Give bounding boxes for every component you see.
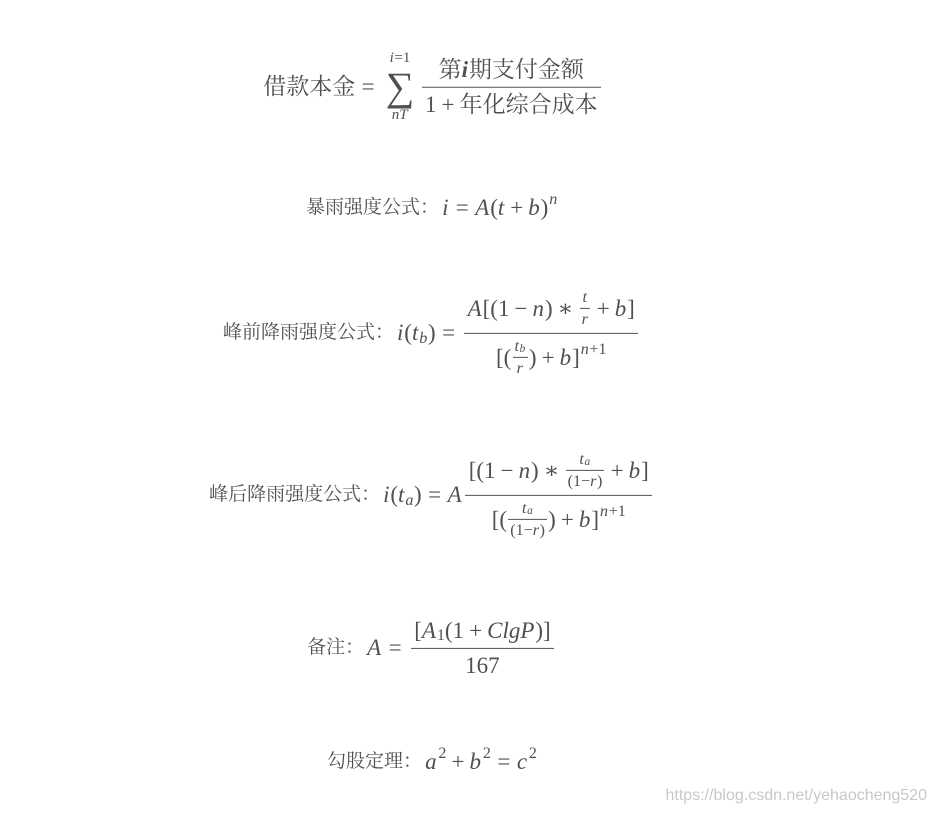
exponent-two: 2	[482, 745, 491, 763]
exponent-two: 2	[528, 745, 537, 763]
sigma-symbol: ∑	[385, 64, 415, 109]
var-i: i	[397, 320, 404, 346]
var-A: A	[475, 195, 490, 221]
formula-label: 暴雨强度公式：	[306, 197, 440, 219]
subscript-b: b	[519, 342, 526, 355]
bracket-paren-one: [(1	[482, 295, 510, 321]
small-fraction	[566, 450, 605, 492]
var-A: A	[447, 482, 462, 508]
formula-math	[383, 450, 655, 540]
var-t: t	[582, 288, 587, 306]
var-b: b	[614, 295, 627, 321]
exponent-two: 2	[438, 745, 447, 763]
minus-sign: −	[581, 473, 591, 491]
right-paren: )	[528, 344, 537, 370]
var-c: c	[516, 749, 528, 775]
left-paren-one: (1	[510, 521, 524, 539]
var-i: i	[389, 49, 394, 66]
left-paren: (	[404, 320, 412, 346]
right-bracket: ]	[627, 295, 635, 321]
var-t: t	[521, 499, 527, 517]
fraction	[465, 450, 652, 540]
right-paren: )	[539, 521, 545, 539]
small-fraction	[580, 288, 591, 330]
formula-math	[397, 288, 641, 378]
right-bracket: ]	[591, 506, 599, 532]
numerator	[464, 288, 638, 333]
numerator-suffix: 期支付金额	[468, 55, 584, 82]
small-denominator	[580, 309, 591, 329]
number-one: 1	[402, 49, 411, 66]
remark-formula	[0, 617, 864, 679]
var-b: b	[628, 457, 641, 483]
equals-sign: =	[361, 74, 375, 100]
plus-sign: +	[608, 502, 618, 520]
var-t: t	[497, 195, 505, 221]
number-one: 1	[617, 502, 626, 520]
var-n: n	[532, 295, 545, 321]
pythagorean-formula	[0, 745, 864, 776]
plus-sign: +	[441, 91, 455, 117]
right-paren: )	[427, 320, 436, 346]
small-denominator	[566, 471, 605, 491]
var-r: r	[532, 521, 539, 539]
left-bracket-paren: [(	[495, 344, 512, 370]
equals-sign: =	[428, 482, 442, 508]
watermark: https://blog.csdn.net/yehaocheng520	[665, 787, 927, 804]
var-b: b	[559, 344, 572, 370]
small-fraction	[508, 499, 547, 541]
var-t: t	[579, 450, 584, 468]
right-paren: )	[531, 457, 539, 483]
var-r: r	[590, 473, 597, 491]
small-numerator	[566, 450, 605, 470]
numerator	[411, 617, 554, 648]
left-paren: (	[390, 482, 399, 508]
right-bracket: ]	[641, 457, 649, 483]
plus-sign: +	[510, 195, 524, 221]
loan-principal-formula	[0, 50, 864, 125]
numerator	[422, 56, 601, 87]
plus-sign: +	[589, 340, 599, 358]
var-r: r	[516, 359, 523, 377]
var-ClgP: ClgP	[487, 617, 535, 643]
fraction	[464, 288, 638, 378]
pre-peak-intensity-formula	[0, 288, 864, 378]
denominator	[464, 334, 638, 379]
formula-label: 备注：	[307, 637, 365, 659]
denominator	[465, 496, 652, 541]
formula-math	[367, 617, 557, 679]
rainstorm-intensity-formula	[0, 191, 864, 222]
exponent	[600, 502, 626, 521]
right-paren: )	[540, 195, 549, 221]
subscript-a: a	[527, 504, 533, 517]
summation	[386, 50, 415, 125]
small-numerator	[513, 337, 528, 357]
var-A: A	[367, 635, 382, 661]
left-bracket-paren: [(	[491, 506, 508, 532]
minus-sign: −	[523, 521, 533, 539]
right-bracket: ]	[572, 344, 580, 370]
subscript-a: a	[584, 456, 591, 469]
var-n: n	[580, 340, 589, 358]
equals-sign: =	[497, 749, 511, 775]
subscript-b: b	[419, 329, 428, 347]
exponent-n: n	[549, 191, 558, 209]
small-numerator	[580, 288, 591, 308]
subscript-a: a	[405, 491, 414, 509]
var-n: n	[599, 502, 608, 520]
asterisk-operator: ∗	[543, 457, 560, 483]
post-peak-intensity-formula	[0, 450, 864, 540]
formula-math	[425, 745, 537, 776]
left-paren: (	[490, 195, 498, 221]
bracket-paren-one: [(1	[468, 457, 496, 483]
right-paren: )	[548, 506, 556, 532]
var-b: b	[578, 506, 591, 532]
minus-sign: −	[500, 457, 514, 483]
right-paren: )	[597, 473, 603, 491]
fraction	[411, 617, 554, 679]
equals-sign: =	[394, 49, 403, 66]
number-one: 1	[424, 91, 437, 117]
small-fraction	[513, 337, 528, 379]
plus-sign: +	[541, 344, 555, 370]
var-n: n	[518, 457, 531, 483]
plus-sign: +	[610, 457, 624, 483]
formula-label: 勾股定理：	[327, 751, 423, 773]
var-r: r	[581, 311, 588, 329]
denominator	[411, 649, 554, 680]
var-b: b	[528, 195, 540, 221]
number-167: 167	[465, 652, 500, 678]
left-bracket: [	[414, 617, 422, 643]
plus-sign: +	[596, 295, 610, 321]
numerator-prefix: 第	[438, 55, 462, 82]
formula-label: 峰前降雨强度公式：	[222, 322, 394, 344]
denominator	[422, 88, 601, 119]
number-one: 1	[598, 340, 607, 358]
plus-sign: +	[451, 749, 465, 775]
left-paren-one: (1	[444, 617, 465, 643]
small-denominator	[513, 358, 528, 378]
var-i: i	[442, 195, 449, 221]
plus-sign: +	[560, 506, 574, 532]
var-b: b	[469, 749, 482, 775]
var-A: A	[467, 295, 482, 321]
var-i: i	[383, 482, 390, 508]
subscript-one: 1	[436, 627, 445, 645]
var-t: t	[514, 337, 519, 355]
right-paren: )	[414, 482, 422, 508]
sum-lower-limit: nT	[391, 107, 408, 123]
asterisk-operator: ∗	[557, 295, 574, 321]
var-t: t	[398, 482, 405, 508]
left-paren-one: (1	[567, 473, 582, 491]
formula-label: 峰后降雨强度公式：	[209, 484, 381, 506]
small-numerator	[508, 499, 547, 519]
right-paren-bracket: )]	[535, 617, 551, 643]
plus-sign: +	[469, 617, 483, 643]
small-denominator	[508, 520, 547, 540]
var-a: a	[425, 749, 437, 775]
formula-math	[263, 50, 604, 125]
numerator	[465, 450, 652, 495]
var-A: A	[421, 617, 436, 643]
fraction	[422, 56, 601, 118]
minus-sign: −	[514, 295, 528, 321]
var-i: i	[461, 56, 469, 82]
formula-math	[442, 191, 558, 222]
equals-sign: =	[388, 635, 402, 661]
loan-principal-text: 借款本金	[263, 73, 356, 100]
denominator-text: 年化综合成本	[459, 90, 598, 117]
right-paren: )	[544, 295, 553, 321]
equals-sign: =	[455, 195, 469, 221]
var-t: t	[411, 320, 419, 346]
exponent	[581, 340, 607, 359]
equals-sign: =	[442, 320, 456, 346]
